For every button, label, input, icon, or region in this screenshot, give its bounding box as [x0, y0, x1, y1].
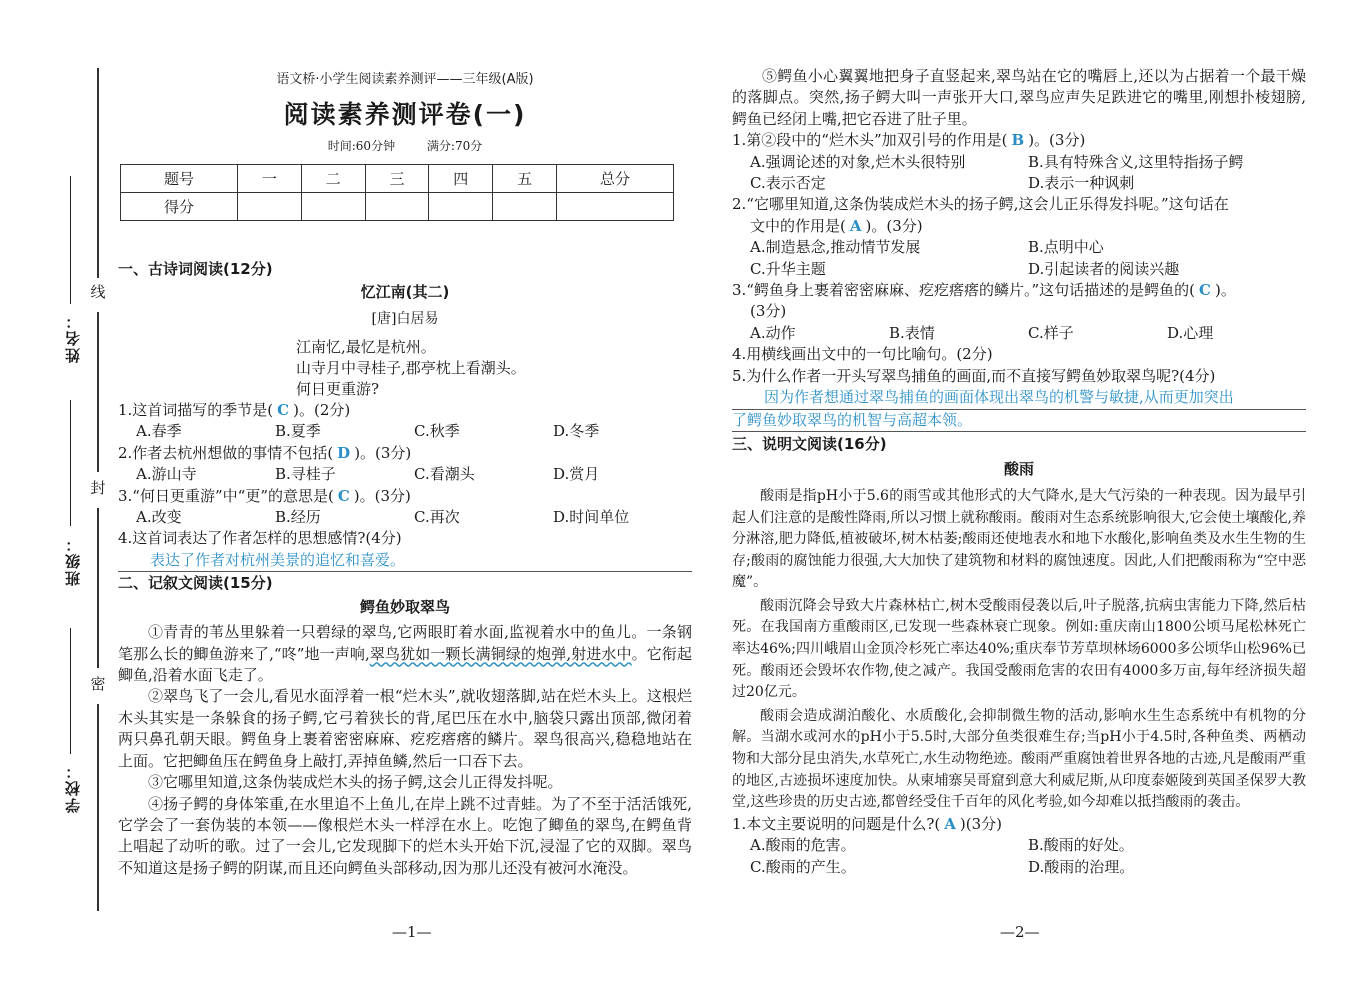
story-paragraph-3: ③它哪里知道,这条伪装成烂木头的扬子鳄,这会儿正得发抖呢。	[148, 773, 563, 792]
option[interactable]: B.夏季	[275, 422, 321, 441]
option[interactable]: D.酸雨的治理。	[1028, 857, 1135, 876]
option[interactable]: B.寻桂子	[275, 465, 336, 484]
s2-question-4: 4.用横线画出文中的一句比喻句。(2分)	[732, 345, 993, 364]
s2-q1-options	[732, 152, 1306, 173]
article-paragraph-2: 酸雨沉降会导致大片森林枯亡,树木受酸雨侵袭以后,叶子脱落,抗病虫害能力下降,然后枯死。在我国南方重酸雨区,已发现一些森林衰亡现象。例如:重庆南山1800公顷马尾松林死亡率达46%;四川峨眉山金顶冷杉死亡率达40%;重庆奉节芳草坝林场6000多公顷华山松96%已死。酸雨还会毁坏农作物,使之减产。我国受酸雨危害的农田有4000多万亩,每年经济损失超过20亿元。	[732, 597, 1306, 701]
page-number-2: —2—	[1000, 923, 1040, 941]
s3-q1-options	[732, 835, 1306, 856]
option[interactable]: B.点明中心	[1028, 238, 1104, 257]
class-field[interactable]	[70, 400, 71, 526]
score-cell: 一	[237, 165, 301, 193]
s2-q2-options	[732, 237, 1306, 258]
s2-question-5: 5.为什么作者一开头写翠鸟捕鱼的画面,而不直接写鳄鱼妙取翠鸟呢?(4分)	[732, 366, 1216, 385]
page-1	[118, 60, 692, 879]
answer-mark: B	[1011, 131, 1025, 150]
seal-mark-secret: 密	[90, 675, 106, 693]
full-score: 满分:70分	[426, 139, 483, 153]
s2-q1-options	[732, 173, 1306, 194]
score-cell: 总分	[557, 165, 674, 193]
score-input-cell[interactable]	[429, 193, 493, 221]
option[interactable]: D.时间单位	[553, 508, 630, 527]
option[interactable]: C.样子	[1028, 323, 1074, 342]
option[interactable]: C.升华主题	[750, 259, 826, 278]
option[interactable]: A.改变	[136, 508, 182, 527]
simile-underline: 翠鸟犹如一颗长满铜绿的炮弹,射进水中	[369, 644, 632, 663]
answer-mark: C	[337, 486, 350, 505]
class-label: 班级：	[64, 535, 82, 586]
section-1-heading: 一、古诗词阅读(12分)	[118, 260, 273, 278]
option[interactable]: A.制造悬念,推动情节发展	[750, 238, 921, 257]
story-paragraph-1: ①青青的苇丛里躲着一只碧绿的翠鸟,它两眼盯着水面,监视着水中的鱼儿。一条钢笔那么长的鲫鱼游来了,“咚”地一声响,翠鸟犹如一颗长满铜绿的炮弹,射进水中。它衔起鲫鱼,沿着水面飞走了。	[118, 623, 692, 685]
s2-q5-answer-line-1[interactable]: 因为作者想通过翠鸟捕鱼的画面体现出翠鸟的机警与敏捷,从而更加突出	[732, 387, 1306, 409]
poem-line: 山寺月中寻桂子,郡亭枕上看潮头。	[296, 359, 526, 377]
score-table	[120, 164, 674, 221]
option[interactable]: C.再次	[414, 508, 460, 527]
option[interactable]: B.具有特殊含义,这里特指扬子鳄	[1028, 152, 1244, 171]
s1-question-2: 2.作者去杭州想做的事情不包括( D )。(3分)	[118, 443, 412, 462]
option[interactable]: D.引起读者的阅读兴趣	[1028, 259, 1180, 278]
s2-question-1: 1.第②段中的“烂木头”加双引号的作用是( B )。(3分)	[732, 131, 1086, 150]
s2-q3-score: (3分)	[750, 302, 787, 321]
option[interactable]: A.动作	[750, 323, 796, 342]
poem-line: 何日更重游?	[296, 380, 380, 398]
s2-question-3: 3.“鳄鱼身上裹着密密麻麻、疙疙瘩瘩的鳞片。”这句话描述的是鳄鱼的( C )。	[732, 281, 1236, 300]
option[interactable]: D.表示一种讽刺	[1028, 174, 1135, 193]
s1-question-3: 3.“何日更重游”中“更”的意思是( C )。(3分)	[118, 486, 411, 505]
score-input-cell[interactable]	[557, 193, 674, 221]
option[interactable]: A.酸雨的危害。	[750, 836, 856, 855]
answer-mark: A	[849, 216, 862, 235]
series-title: 语文桥·小学生阅读素养测评——三年级(A版)	[276, 72, 534, 87]
school-label: 学校：	[64, 762, 82, 813]
answer-mark: C	[277, 401, 290, 419]
option[interactable]: D.心理	[1167, 323, 1214, 342]
s2-q3-options	[732, 323, 1306, 344]
story-paragraph-5: ⑤鳄鱼小心翼翼地把身子直竖起来,翠鸟站在它的嘴唇上,还以为占据着一个最干燥的落脚点。突然,扬子鳄大叫一声张开大口,翠鸟应声失足跌进它的嘴里,刚想扑棱翅膀,鳄鱼已经闭上嘴,把它吞进了肚子里。	[732, 67, 1306, 128]
page-2	[732, 66, 1306, 878]
name-label: 姓名：	[64, 312, 82, 363]
poem-line: 江南忆,最忆是杭州。	[296, 338, 436, 356]
score-row-label: 得分	[121, 193, 238, 221]
option[interactable]: A.游山寺	[136, 465, 197, 484]
option[interactable]: B.酸雨的好处。	[1028, 836, 1134, 855]
score-table-score-row	[121, 193, 674, 221]
option[interactable]: D.冬季	[553, 422, 600, 441]
article-paragraph-1: 酸雨是指pH小于5.6的雨雪或其他形式的大气降水,是大气污染的一种表现。因为最早引起人们注意的是酸性降雨,所以习惯上就称酸雨。酸雨对生态系统影响很大,它会使土壤酸化,养分淋溶,肥力降低,植被破坏,树木枯萎;酸雨还使地表水和地下水酸化,影响鱼类及水生生物的生存;酸雨的腐蚀能力很强,大大加快了建筑物和材料的腐蚀速度。因此,人们把酸雨称为“空中恶魔”。	[732, 487, 1306, 591]
story-paragraph-4: ④扬子鳄的身体笨重,在水里追不上鱼儿,在岸上跳不过青蛙。为了不至于活活饿死,它学会了一套伪装的本领——像根烂木头一样浮在水上。吃饱了鲫鱼的翠鸟,在鳄鱼背上唱起了动听的歌。过了一会儿,它发现脚下的烂木头开始下沉,浸湿了它的双脚。翠鸟不知道这是扬子鳄的阴谋,而且还向鳄鱼头部移动,因为那儿还没有被河水淹没。	[118, 794, 692, 877]
story-paragraph-2: ②翠鸟飞了一会儿,看见水面浮着一根“烂木头”,就收翅落脚,站在烂木头上。这根烂木头其实是一条躲食的扬子鳄,它弓着狭长的背,尾巴压在水中,脑袋只露出顶部,微闭着两只鼻孔朝天眼。鳄鱼身上裹着密密麻麻、疙疙瘩瘩的鳞片。翠鸟很高兴,稳稳地站在上面。它把鲫鱼压在鳄鱼身上敲打,弄掉鱼鳞,然后一口吞下去。	[118, 687, 692, 770]
s1-q4-answer[interactable]: 表达了作者对杭州美景的追忆和喜爱。	[118, 550, 692, 572]
exam-title: 阅读素养测评卷(一)	[283, 100, 527, 129]
poem-author: [唐]白居易	[371, 311, 439, 327]
s2-q5-answer-line-2[interactable]: 了鳄鱼妙取翠鸟的机智与高超本领。	[732, 410, 1306, 432]
score-cell: 五	[493, 165, 557, 193]
score-input-cell[interactable]	[365, 193, 429, 221]
option[interactable]: B.表情	[889, 323, 935, 342]
option[interactable]: A.强调论述的对象,烂木头很特别	[750, 152, 966, 171]
seal-mark-seal: 封	[90, 479, 106, 497]
score-input-cell[interactable]	[237, 193, 301, 221]
page-number-1: —1—	[392, 923, 432, 941]
s2-question-2: 2.“它哪里知道,这条伪装成烂木头的扬子鳄,这会儿正乐得发抖呢。”这句话在	[732, 195, 1229, 214]
s2-question-2-cont: 文中的作用是( A )。(3分)	[750, 216, 923, 235]
score-cell: 三	[365, 165, 429, 193]
option[interactable]: A.春季	[136, 422, 182, 441]
answer-mark: A	[944, 814, 956, 833]
exam-meta	[118, 137, 692, 154]
s1-q2-options	[118, 464, 692, 485]
article-title: 酸雨	[1003, 459, 1034, 478]
option[interactable]: C.表示否定	[750, 174, 826, 193]
answer-mark: D	[337, 443, 351, 462]
option[interactable]: D.赏月	[553, 465, 600, 484]
binding-line-bottom	[97, 704, 99, 911]
score-input-cell[interactable]	[301, 193, 365, 221]
poem-title: 忆江南(其二)	[360, 283, 450, 301]
binding-line-lower	[97, 508, 99, 668]
time-limit: 时间:60分钟	[327, 139, 396, 153]
score-cell: 四	[429, 165, 493, 193]
s3-question-1: 1.本文主要说明的问题是什么?( A )(3分)	[732, 814, 1002, 833]
section-2-heading: 二、记叙文阅读(15分)	[118, 574, 273, 593]
option[interactable]: C.秋季	[414, 422, 460, 441]
option[interactable]: C.酸雨的产生。	[750, 857, 856, 876]
score-cell: 题号	[121, 165, 238, 193]
s2-q2-options	[732, 259, 1306, 280]
binding-line-mid	[97, 312, 99, 472]
s1-question-1: 1.这首词描写的季节是( C )。(2分)	[118, 401, 351, 419]
section-3-heading: 三、说明文阅读(16分)	[732, 434, 887, 453]
s3-q1-options	[732, 857, 1306, 878]
s1-q3-options	[118, 507, 692, 528]
story-title: 鳄鱼妙取翠鸟	[359, 598, 450, 617]
binding-line-top	[97, 68, 99, 278]
score-cell: 二	[301, 165, 365, 193]
seal-mark-line: 线	[90, 283, 106, 301]
score-input-cell[interactable]	[493, 193, 557, 221]
school-field[interactable]	[70, 628, 71, 754]
article-paragraph-3: 酸雨会造成湖泊酸化、水质酸化,会抑制微生物的活动,影响水生生态系统中有机物的分解。当湖水或河水的pH小于5.5时,大部分鱼类很难生存;当pH小于4.5时,各种鱼类、两栖动物和大部分昆虫消失,水草死亡,水生动物绝迹。酸雨严重腐蚀着世界各地的古迹,凡是酸雨严重的地区,古迹损坏速度加快。从柬埔寨吴哥窟到意大利威尼斯,从印度泰姬陵到英国圣保罗大教堂,这些珍贵的历史古迹,都曾经受住千百年的风化考验,如今却难以抵挡酸雨的袭击。	[732, 707, 1306, 811]
s1-question-4: 4.这首词表达了作者怎样的思想感情?(4分)	[118, 529, 402, 548]
score-table-header-row	[121, 165, 674, 193]
option[interactable]: C.看潮头	[414, 465, 475, 484]
s1-q1-options	[118, 421, 692, 442]
option[interactable]: B.经历	[275, 508, 321, 527]
answer-mark: C	[1199, 281, 1211, 300]
name-field[interactable]	[70, 176, 71, 304]
